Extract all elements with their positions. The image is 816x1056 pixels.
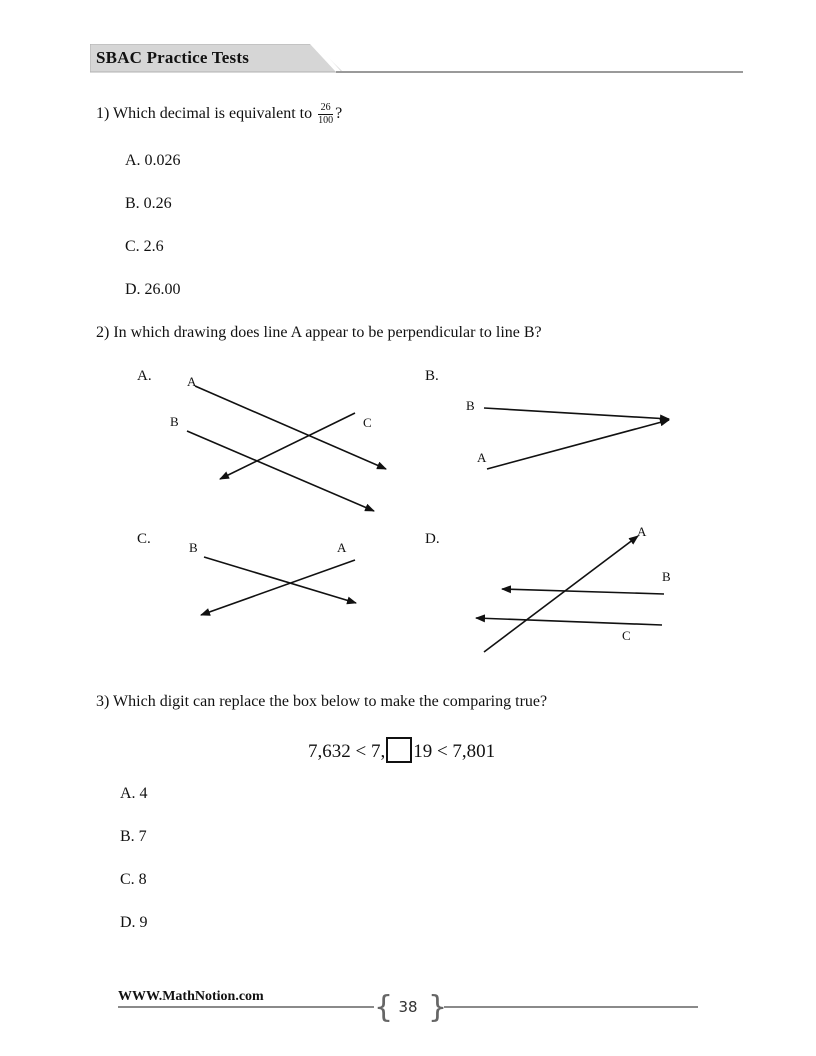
footer-rule-right	[444, 1006, 698, 1008]
q1-option-a[interactable]: A. 0.026	[125, 152, 181, 169]
drawing-a-line-a	[195, 386, 386, 469]
drawing-d-point-b: B	[662, 569, 671, 584]
q1-option-b[interactable]: B. 0.26	[125, 195, 172, 212]
drawing-c-label[interactable]: C.	[137, 531, 151, 547]
drawing-d-line-c	[476, 618, 662, 625]
drawing-b-line-a	[487, 420, 669, 469]
drawing-b-point-a: A	[477, 450, 487, 465]
header-title: SBAC Practice Tests	[96, 48, 250, 67]
drawing-c-line-b	[204, 557, 356, 603]
right-brace-icon: }	[428, 990, 448, 1025]
expression-right: 19 < 7,801	[413, 741, 496, 762]
drawing-c-line-a	[201, 560, 355, 615]
q1-option-d[interactable]: D. 26.00	[125, 281, 181, 298]
question-2-prompt: 2) In which drawing does line A appear to be perpendicular to line B?	[96, 324, 542, 341]
drawing-d-point-a: A	[637, 524, 647, 539]
drawing-d-point-c: C	[622, 628, 631, 643]
q1-option-c[interactable]: C. 2.6	[125, 238, 164, 255]
left-brace-icon: {	[374, 990, 394, 1025]
drawing-a-point-a: A	[187, 374, 197, 389]
q3-option-a[interactable]: A. 4	[120, 785, 148, 802]
drawing-d-line-a	[484, 536, 638, 652]
drawing-a-point-c: C	[363, 415, 372, 430]
drawing-b-line-b	[484, 408, 669, 419]
drawing-a-point-b: B	[170, 414, 179, 429]
fraction-numerator: 26	[318, 103, 333, 115]
q3-option-b[interactable]: B. 7	[120, 828, 147, 845]
drawing-c-point-a: A	[337, 540, 347, 555]
q3-option-d[interactable]: D. 9	[120, 914, 148, 931]
footer-rule-left	[118, 1006, 374, 1008]
fraction-denominator: 100	[318, 115, 334, 126]
drawing-c-point-b: B	[189, 540, 198, 555]
question-1-mark: ?	[335, 105, 343, 123]
drawing-d-line-b	[502, 589, 664, 594]
q3-option-c[interactable]: C. 8	[120, 871, 147, 888]
drawing-a-line-b	[187, 431, 374, 511]
drawing-d-label[interactable]: D.	[425, 531, 440, 547]
footer-website[interactable]: WWW.MathNotion.com	[118, 989, 264, 1004]
drawing-b-label[interactable]: B.	[425, 368, 439, 384]
page-number: 38	[398, 998, 418, 1016]
expression-left: 7,632 < 7,	[308, 741, 386, 762]
comparison-expression	[308, 737, 495, 763]
drawing-b-point-b: B	[466, 398, 475, 413]
drawing-a-label[interactable]: A.	[137, 368, 152, 384]
answer-box[interactable]	[386, 737, 412, 763]
question-1-prompt: 1) Which decimal is equivalent to	[96, 105, 313, 123]
question-3-prompt: 3) Which digit can replace the box below to make the comparing true?	[96, 693, 548, 710]
